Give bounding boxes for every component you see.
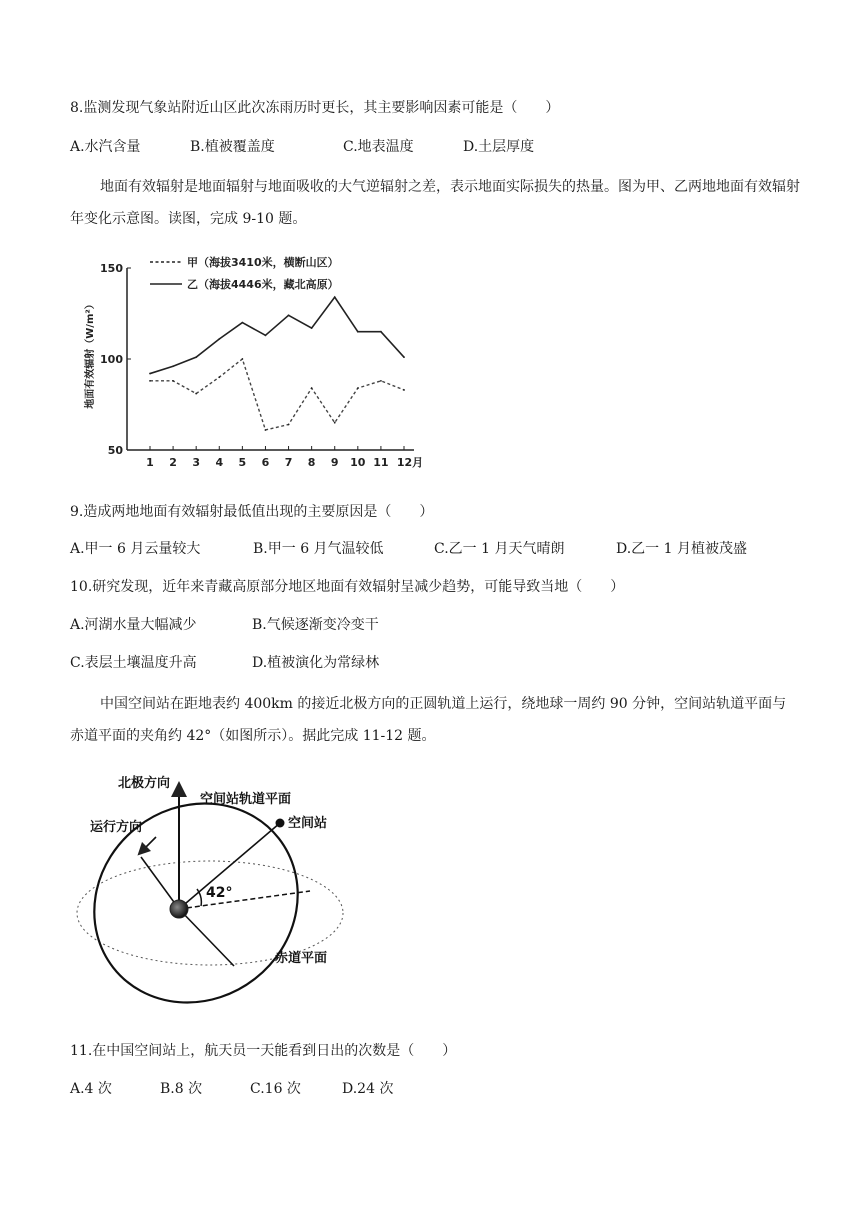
chart-legend: [150, 255, 339, 291]
option-c: C.表层土壤温度升高: [70, 655, 197, 671]
data-point: [218, 338, 220, 340]
data-point: [149, 380, 151, 382]
data-point: [172, 380, 174, 382]
passage-space-station: 中国空间站在距地表约 400km 的接近北极方向的正圆轨道上运行，绕地球一周约 90 分钟，空间站轨道平面与赤道平面的夹角约 42°（如图所示）。据此完成 11-12 题。: [70, 696, 787, 744]
question-9-stem: 9.造成两地地面有效辐射最低值出现的主要原因是（ ）: [70, 504, 434, 520]
effective-radiation-line-chart: [80, 250, 440, 475]
chart-series: [149, 296, 405, 431]
option-a: A.4 次: [70, 1081, 112, 1097]
option-d: D.土层厚度: [463, 139, 535, 155]
data-point: [357, 331, 359, 333]
option-b: B.植被覆盖度: [190, 139, 275, 155]
y-tick-label: 50: [107, 444, 123, 457]
equator-reference-line: [179, 891, 310, 909]
x-tick-label: 6: [261, 456, 270, 469]
option-b: B.气候逐渐变冷变干: [252, 617, 379, 633]
north-direction-label: 北极方向: [118, 776, 171, 791]
equatorial-plane-ellipse: [77, 861, 343, 965]
data-point: [241, 358, 243, 360]
data-point: [334, 296, 336, 298]
option-a: A.河湖水量大幅减少: [70, 617, 197, 633]
x-tick-label: 8: [307, 456, 316, 469]
option-d: D.植被演化为常绿林: [252, 655, 380, 671]
x-tick-label: 3: [192, 456, 201, 469]
data-point: [218, 376, 220, 378]
x-tick-label: 2: [169, 456, 177, 469]
series-line-jia: [150, 359, 404, 430]
x-tick-label: 9: [330, 456, 339, 469]
y-axis-label: 地面有效辐射（W/m²）: [85, 299, 96, 409]
data-point: [149, 373, 151, 375]
data-point: [265, 429, 267, 431]
option-c: C.地表温度: [343, 139, 414, 155]
station-label: 空间站: [288, 816, 328, 831]
x-tick-label: 4: [215, 456, 224, 469]
y-tick-label: 100: [100, 353, 123, 366]
data-point: [357, 387, 359, 389]
x-tick-label: 1: [146, 456, 154, 469]
data-point: [334, 422, 336, 424]
direction-arrow-icon: [142, 837, 156, 851]
legend-label: 甲（海拔3410米，横断山区）: [187, 256, 339, 269]
chart-axes: [127, 268, 414, 450]
data-point: [195, 393, 197, 395]
x-tick-label: 5: [238, 456, 247, 469]
option-a: A.甲一 6 月云量较大: [70, 541, 201, 557]
data-point: [265, 334, 267, 336]
question-8-stem: 8.监测发现气象站附近山区此次冻雨历时更长，其主要影响因素可能是（ ）: [70, 100, 560, 116]
data-point: [403, 389, 405, 391]
option-c: C.乙一 1 月天气晴朗: [434, 541, 565, 557]
space-station-icon: [276, 819, 285, 828]
data-point: [311, 327, 313, 329]
passage-effective-radiation: 地面有效辐射是地面辐射与地面吸收的大气逆辐射之差，表示地面实际损失的热量。图为甲、乙两地地面有效辐射年变化示意图。读图，完成 9-10 题。: [70, 179, 800, 227]
x-tick-label: 11: [373, 456, 389, 469]
data-point: [380, 331, 382, 333]
option-d: D.24 次: [342, 1081, 394, 1097]
x-tick-label: 10: [350, 456, 366, 469]
radius-line-lower: [179, 909, 234, 966]
x-tick-label: 7: [284, 456, 293, 469]
space-station-orbit-diagram: [70, 765, 360, 1010]
option-c: C.16 次: [250, 1081, 301, 1097]
option-b: B.8 次: [160, 1081, 203, 1097]
x-tick-label: 12月: [396, 456, 424, 469]
equatorial-plane-label: 赤道平面: [275, 951, 328, 966]
data-point: [241, 322, 243, 324]
chart-ticks: [100, 262, 423, 469]
data-point: [288, 424, 290, 426]
angle-label: 42°: [206, 885, 233, 901]
earth-icon: [170, 900, 188, 918]
series-line-yi: [150, 297, 404, 373]
option-a: A.水汽含量: [70, 139, 141, 155]
direction-label: 运行方向: [90, 820, 143, 835]
data-point: [288, 314, 290, 316]
option-d: D.乙一 1 月植被茂盛: [616, 541, 747, 557]
orbit-plane-label: 空间站轨道平面: [200, 792, 292, 807]
data-point: [172, 365, 174, 367]
option-b: B.甲一 6 月气温较低: [253, 541, 384, 557]
data-point: [311, 387, 313, 389]
question-10-stem: 10.研究发现，近年来青藏高原部分地区地面有效辐射呈减少趋势，可能导致当地（ ）: [70, 579, 625, 595]
data-point: [380, 380, 382, 382]
data-point: [403, 356, 405, 358]
question-11-stem: 11.在中国空间站上，航天员一天能看到日出的次数是（ ）: [70, 1043, 457, 1059]
data-point: [195, 356, 197, 358]
legend-label: 乙（海拔4446米，藏北高原）: [187, 278, 339, 291]
y-tick-label: 150: [100, 262, 123, 275]
